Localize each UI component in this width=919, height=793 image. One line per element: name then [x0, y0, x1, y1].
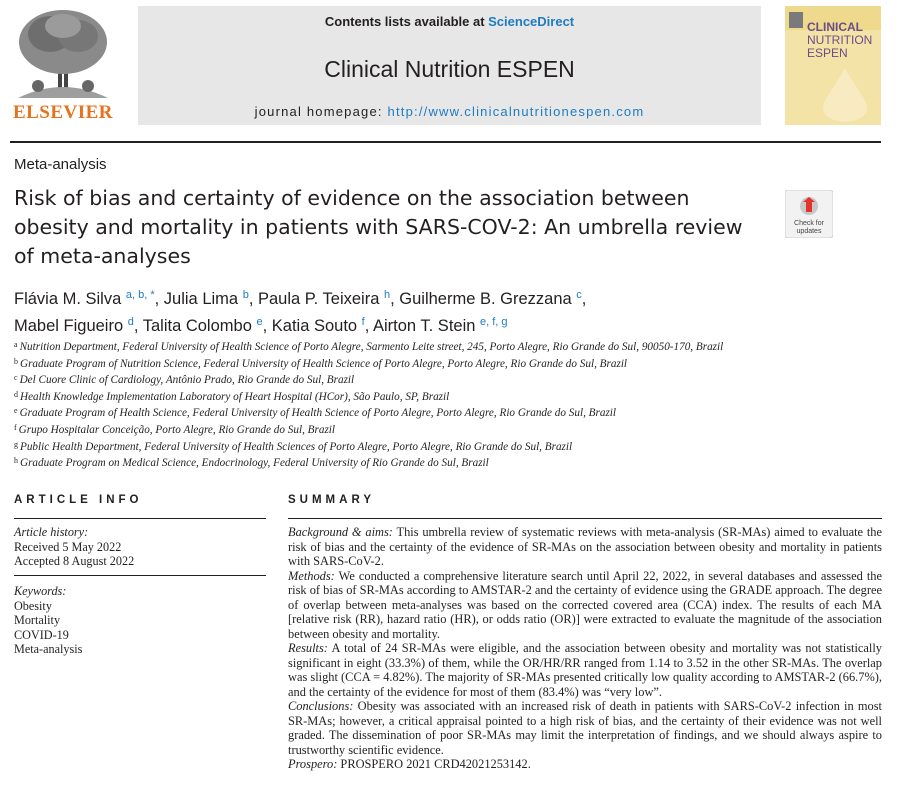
- contents-line: Contents lists available at ScienceDirect: [324, 14, 575, 29]
- received-date: Received 5 May 2022: [14, 539, 122, 554]
- accepted-date: Accepted 8 August 2022: [14, 554, 135, 568]
- author[interactable]: Katia Souto $^f$,: [271, 316, 373, 335]
- summary-heading: SUMMARY: [288, 494, 375, 506]
- cover-title-line1: CLINICAL: [807, 20, 863, 34]
- author[interactable]: Flávia M. Silva $^{a, b, *}$,: [14, 289, 164, 308]
- homepage-link[interactable]: http://www.clinicalnutritionespen.com: [387, 104, 645, 119]
- author-line-2: [14, 311, 874, 338]
- article-info-heading: ARTICLE INFO: [14, 494, 143, 506]
- elsevier-logo[interactable]: [10, 6, 116, 124]
- cover-title-line2: NUTRITION: [807, 33, 873, 47]
- keyword: Mortality: [14, 613, 61, 627]
- keyword: Obesity: [14, 598, 52, 613]
- elsevier-tree-icon: [10, 6, 116, 102]
- check-for-updates-button[interactable]: [785, 190, 833, 238]
- affiliations: [14, 338, 894, 471]
- keywords-divider: [14, 575, 266, 576]
- journal-homepage: journal homepage: http://www.clinicalnutritionespen.com: [254, 104, 645, 119]
- journal-cover[interactable]: [785, 6, 881, 125]
- check-for-updates-icon: [785, 190, 833, 238]
- cover-drop-icon: [815, 66, 875, 122]
- author-line-1: [14, 284, 874, 311]
- summary-prospero: Prospero: PROSPERO 2021 CRD42021253142.: [288, 757, 531, 771]
- author-list: [14, 284, 874, 338]
- article-type: Meta-analysis: [14, 156, 107, 173]
- journal-title: Clinical Nutrition ESPEN: [324, 56, 575, 82]
- keywords-label: Keywords:: [14, 584, 67, 598]
- summary-body: [288, 525, 882, 772]
- cover-elsevier-icon: [789, 12, 803, 28]
- affiliation: $^h$ Graduate Program on Medical Science, Endocrinology, Federal University of Rio Grande do Sul, Brazil: [14, 456, 489, 470]
- author-affiliation-ref[interactable]: f: [361, 316, 365, 328]
- summary-results: Results: A total of 24 SR-MAs were eligible, and the association between obesity and mortality was not statistically significant in eight (33.3%) of them, while the OR/HR/RR ranged from 1.14 to 3.52 in the other SR-MAs. The overlap was slight (CCA = 4.82%). The majority of SR-MAs presented critically low quality according to AMSTAR-2 (66.7%), and the certainty of the evidence for most of them (83.4%) was “very low”.: [288, 641, 882, 699]
- author[interactable]: Guilherme B. Grezzana $^c$,: [399, 289, 587, 308]
- article-info-divider: [14, 518, 266, 519]
- header-divider: [10, 141, 881, 143]
- author-affiliation-ref[interactable]: d: [127, 316, 134, 328]
- affiliation: $^d$ Health Knowledge Implementation Laboratory of Heart Hospital (HCor), São Paulo, SP, Brazil: [14, 389, 450, 403]
- author-affiliation-ref[interactable]: c: [576, 289, 582, 301]
- affiliation: $^b$ Graduate Program of Nutrition Science, Federal University of Health Science of Porto Alegre, Porto Alegre, Rio Grande do Sul, Brazil: [14, 356, 628, 370]
- author-affiliation-ref[interactable]: b: [242, 289, 249, 301]
- check-badge-line1: Check for: [794, 220, 824, 227]
- journal-banner: [138, 6, 761, 125]
- author[interactable]: Paula P. Teixeira $^h$,: [257, 289, 400, 308]
- elsevier-wordmark: ELSEVIER: [12, 102, 114, 123]
- affiliation: $^f$ Grupo Hospitalar Conceição, Porto Alegre, Rio Grande do Sul, Brazil: [14, 422, 336, 436]
- keyword: COVID-19: [14, 627, 69, 642]
- affiliation: $^e$ Graduate Program of Health Science, Federal University of Health Science of Porto Alegre, Porto Alegre, Rio Grande do Sul, Brazil: [14, 406, 617, 420]
- author[interactable]: Talita Colombo $^e$,: [142, 316, 272, 335]
- author-affiliation-ref[interactable]: a, b, *: [125, 289, 155, 301]
- affiliation: $^a$ Nutrition Department, Federal University of Health Science of Porto Alegre, Sarmento Leite street, 245, Porto Alegre, Rio Grande do Sul, 90050-170, Brazil: [14, 340, 724, 353]
- sciencedirect-link[interactable]: ScienceDirect: [488, 14, 575, 29]
- summary-divider: [288, 518, 882, 519]
- check-badge-line2: updates: [796, 228, 822, 235]
- author[interactable]: Julia Lima $^b$,: [163, 289, 258, 308]
- affiliation: $^g$ Public Health Department, Federal University of Health Sciences of Porto Alegre, Porto Alegre, Rio Grande do Sul, Brazil: [14, 439, 573, 453]
- author[interactable]: Mabel Figueiro $^d$,: [14, 316, 143, 335]
- keywords: [14, 584, 82, 657]
- history-label: Article history:: [14, 525, 89, 539]
- summary-conclusions: Conclusions: Obesity was associated with an increased risk of death in patients with SARS-CoV-2 infection in most SR-MAs; however, a critical appraisal pointed to a high risk of bias, and the certainty of their evidence was not well graded. The dissemination of poor SR-MAs may limit the interpretation of findings, and we should always aspire to trustworthy scientific evidence.: [288, 699, 882, 757]
- author[interactable]: Airton T. Stein $^{e, f, g}$: [373, 316, 508, 335]
- cover-title-line3: ESPEN: [807, 46, 848, 60]
- keyword: Meta-analysis: [14, 642, 83, 656]
- author-affiliation-ref[interactable]: e: [256, 316, 263, 328]
- author-affiliation-ref[interactable]: e, f, g: [480, 316, 508, 328]
- article-title: Risk of bias and certainty of evidence on the association between obesity and mortality in patients with SARS-COV-2: An umbrella review of meta-analyses: [14, 186, 743, 268]
- summary-methods: Methods: We conducted a comprehensive literature search until April 22, 2022, in several databases and assessed the risk of bias of SR-MAs according to AMSTAR-2 and the certainty of evidence using the GRADE approach. The degree of overlap between meta-analyses was based on the corrected covered area (CCA) index. The results of each MA [relative risk (RR), hazard ratio (HR), or odds ratio (OR)] were extracted to evaluate the magnitude of the association between obesity and mortality.: [288, 568, 882, 641]
- affiliation: $^c$ Del Cuore Clinic of Cardiology, Antônio Prado, Rio Grande do Sul, Brazil: [14, 373, 355, 387]
- article-history: [14, 525, 134, 569]
- author-affiliation-ref[interactable]: h: [383, 289, 391, 301]
- summary-background: Background & aims: This umbrella review of systematic reviews with meta-analysis (SR-MAs) aimed to evaluate the risk of bias and the certainty of the evidence of SR-MAs on the association between obesity and mortality in patients with SARS-CoV-2.: [288, 525, 883, 568]
